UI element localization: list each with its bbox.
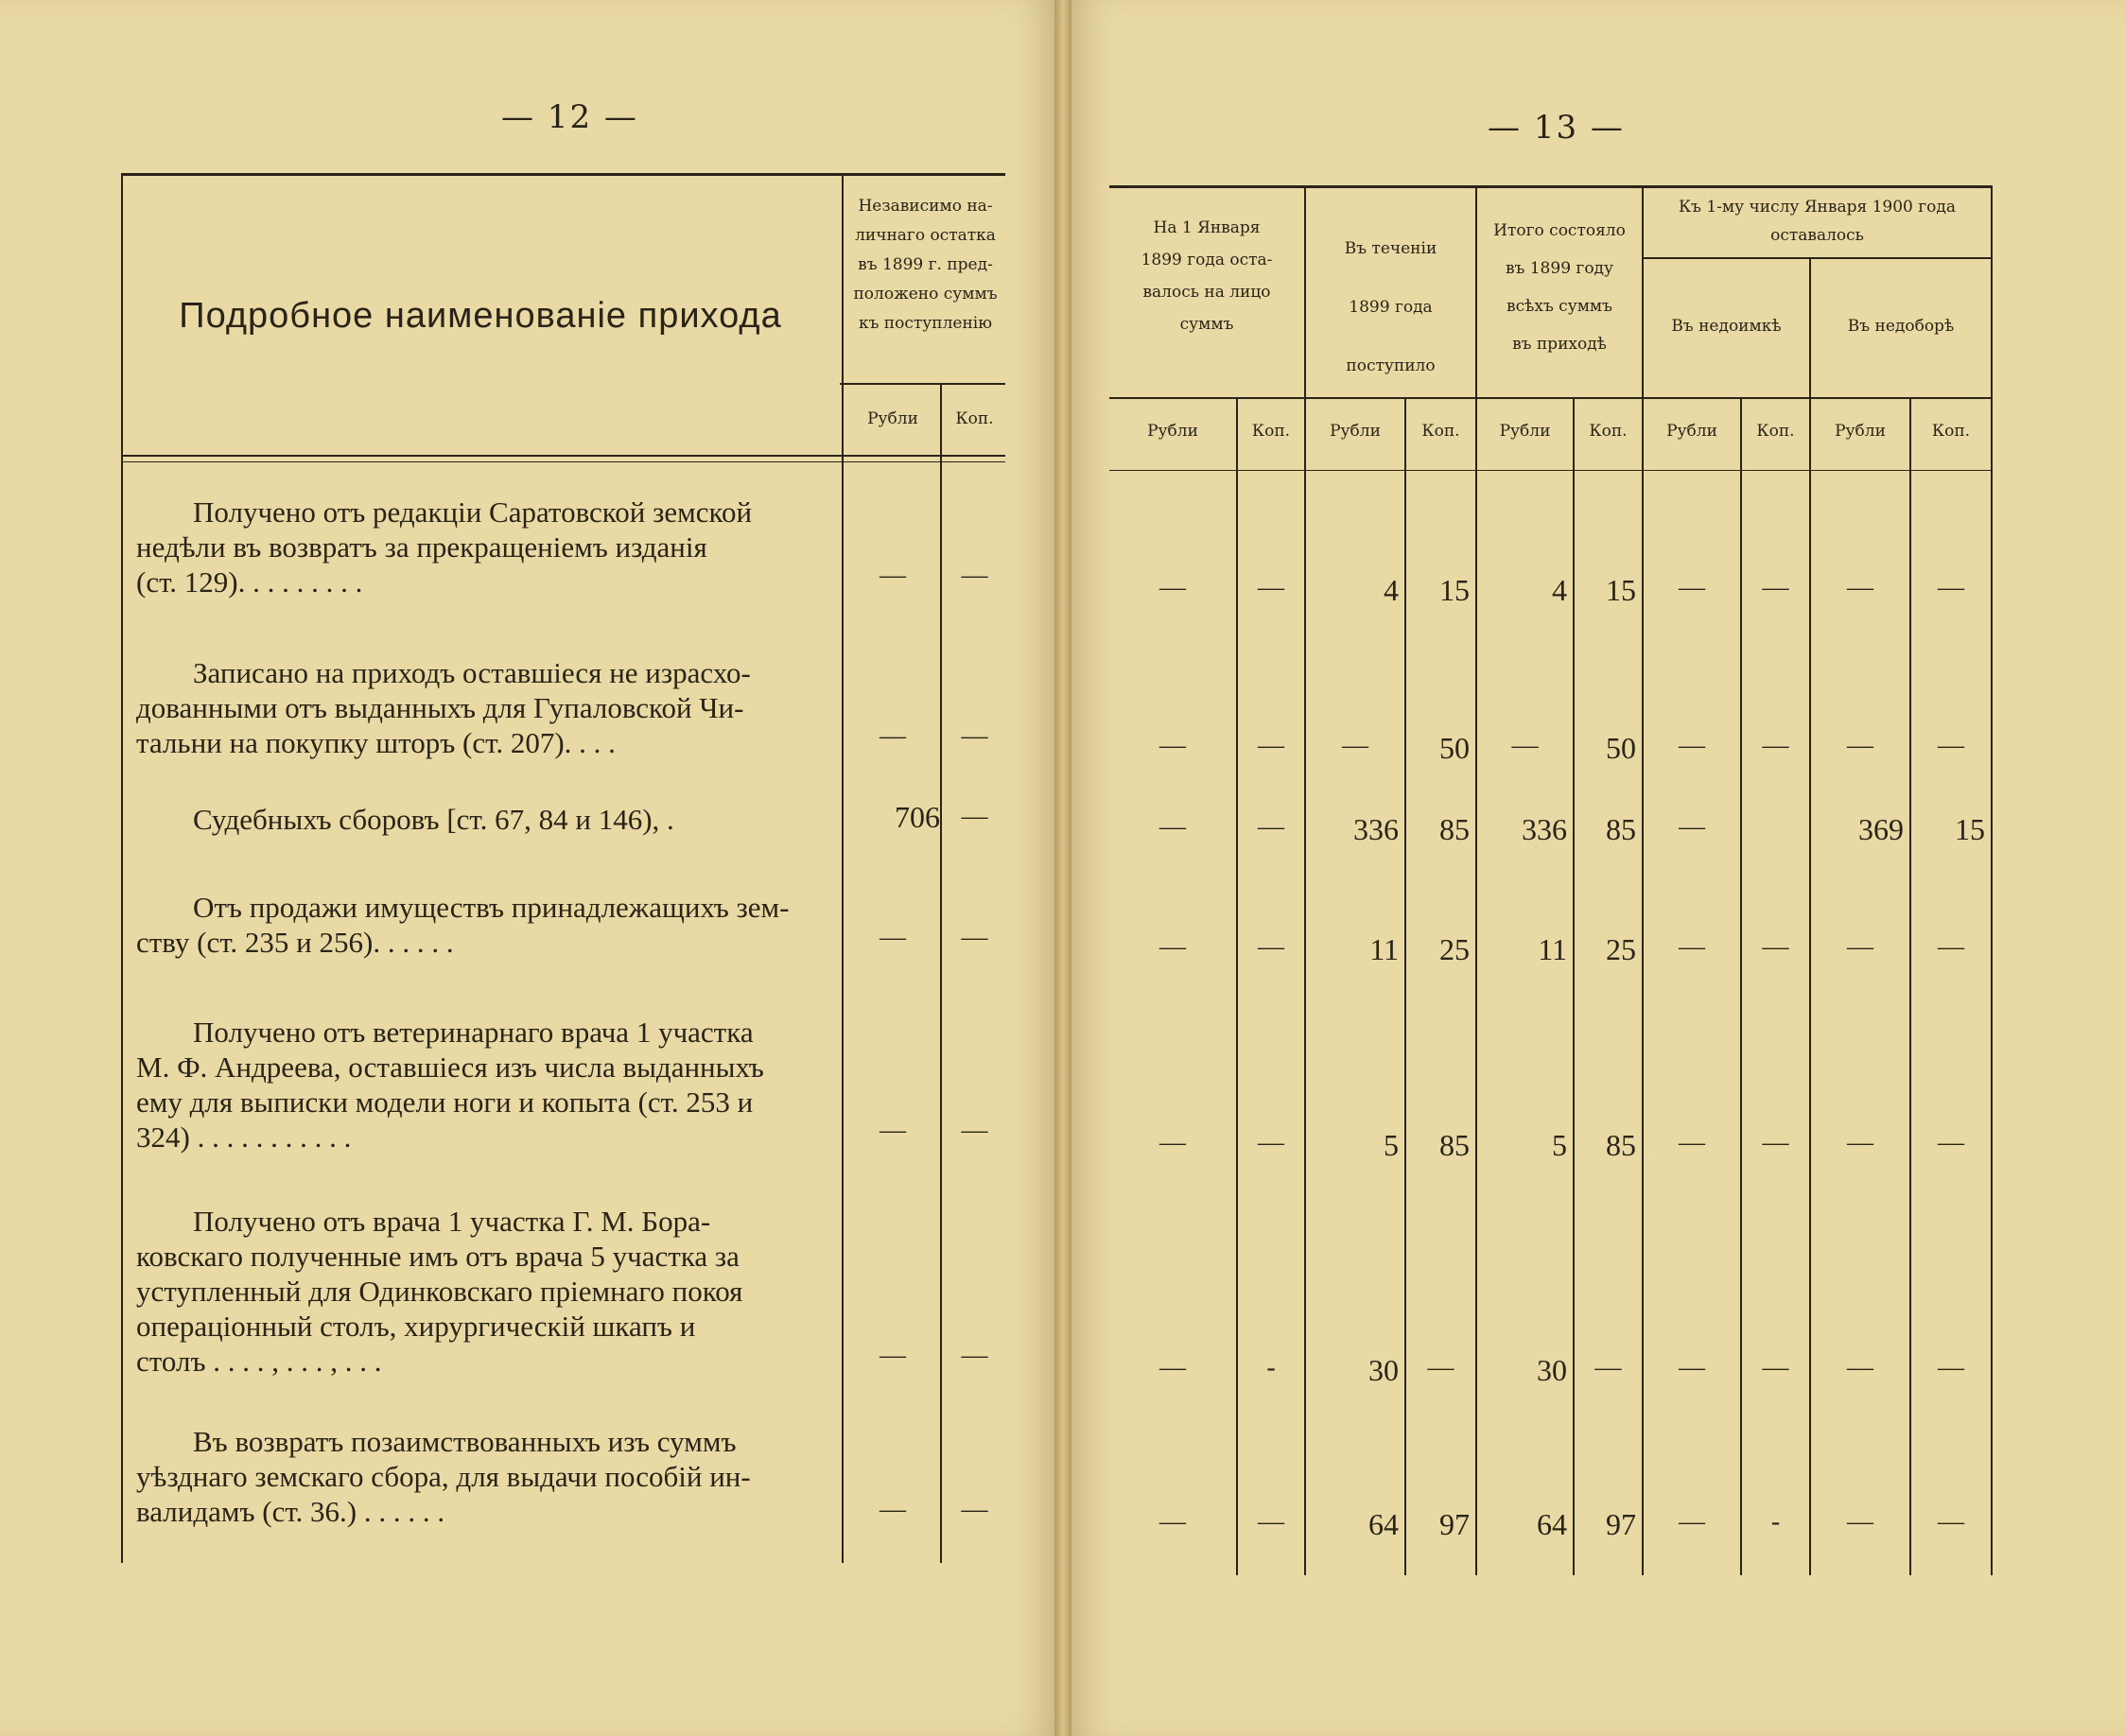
table-cell: 11 xyxy=(1369,932,1399,966)
header-remaining: Къ 1-му числу Января 1900 года оставалось xyxy=(1678,198,1957,245)
table-cell: — xyxy=(1762,1128,1789,1157)
table-cell: — xyxy=(1847,1128,1873,1157)
header-shortfall: Въ недоборѣ xyxy=(1847,317,1955,336)
subheader-kop: Коп. xyxy=(1251,422,1291,441)
table-cell: 64 xyxy=(1368,1507,1399,1541)
table-cell: 85 xyxy=(1439,812,1470,846)
subheader-rubles: Рубли xyxy=(867,409,918,428)
table-cell: 25 xyxy=(1439,932,1470,966)
table-cell: 4 xyxy=(1552,573,1567,607)
table-cell: 369 xyxy=(1858,812,1904,846)
header-total: Итого состояло въ 1899 году всѣхъ суммъ въ приходѣ xyxy=(1493,221,1626,354)
table-cell: — xyxy=(1847,731,1873,760)
subheader-kop: Коп. xyxy=(1421,422,1460,441)
table-cell: — xyxy=(1679,731,1705,760)
entry-row: Получено отъ ветеринарнаго врача 1 участка М. Ф. Андреева, оставшіеся изъ числа выданныхъ ему для выписки модели ноги и копыта (ст. 253 и 324) . . . . . . . . . . . xyxy=(136,1016,764,1154)
table-cell: - xyxy=(1770,1507,1781,1536)
table-cell: — xyxy=(1159,812,1186,842)
table-cell: — xyxy=(1847,1353,1873,1382)
table-cell: — xyxy=(1258,1128,1284,1157)
cell-rubles: 706 xyxy=(895,800,940,834)
table-cell: — xyxy=(1159,573,1186,602)
header-arrears: Въ недоимкѣ xyxy=(1671,317,1782,336)
table-cell: — xyxy=(1938,1128,1964,1157)
table-cell: — xyxy=(1679,812,1705,842)
table-cell: 15 xyxy=(1439,573,1470,607)
table-cell: — xyxy=(1427,1353,1454,1382)
table-cell: 4 xyxy=(1384,573,1399,607)
entry-row: Въ возвратъ позаимствованныхъ изъ суммъ уѣзднаго земскаго сбора, для выдачи пособій ин- валидамъ (ст. 36.) . . . . . . xyxy=(136,1425,751,1528)
table-cell: 85 xyxy=(1606,1128,1636,1162)
table-cell: — xyxy=(1847,573,1873,602)
cell-kop: — xyxy=(961,1341,988,1370)
table-cell: — xyxy=(1762,731,1789,760)
table-title: Подробное наименованіе прихода xyxy=(179,296,782,336)
subheader-kop: Коп. xyxy=(955,409,994,428)
cell-rubles: — xyxy=(880,1116,906,1145)
cell-rubles: — xyxy=(880,923,906,952)
entry-row: Судебныхъ сборовъ [ст. 67, 84 и 146), . xyxy=(193,803,674,836)
table-cell: — xyxy=(1594,1353,1622,1382)
table-cell: 30 xyxy=(1368,1353,1399,1387)
subheader-kop: Коп. xyxy=(1589,422,1628,441)
table-cell: 336 xyxy=(1522,812,1567,846)
table-cell: — xyxy=(1679,932,1705,962)
table-cell: — xyxy=(1258,932,1284,962)
table-cell: — xyxy=(1938,932,1964,962)
header-start-balance: На 1 Января 1899 года оста- валось на лицо суммъ xyxy=(1141,218,1273,334)
table-cell: 97 xyxy=(1439,1507,1470,1541)
cell-kop: — xyxy=(961,1116,988,1145)
header-received: Въ теченіи 1899 года поступило xyxy=(1344,239,1437,375)
page-number-right: — 13 — xyxy=(1488,109,1625,147)
table-cell: 64 xyxy=(1537,1507,1567,1541)
table-cell: 5 xyxy=(1552,1128,1567,1162)
table-cell: — xyxy=(1847,1507,1873,1536)
table-cell: 30 xyxy=(1537,1353,1567,1387)
cell-kop: — xyxy=(961,721,988,751)
table-cell: — xyxy=(1159,1353,1186,1382)
table-cell: — xyxy=(1159,1507,1186,1536)
table-cell: — xyxy=(1938,1507,1964,1536)
subheader-rubles: Рубли xyxy=(1499,422,1551,441)
table-cell: 5 xyxy=(1384,1128,1399,1162)
table-cell: — xyxy=(1847,932,1873,962)
cell-rubles: — xyxy=(880,1341,906,1370)
table-cell: — xyxy=(1159,1128,1186,1157)
cell-kop: — xyxy=(961,802,988,831)
table-cell: 15 xyxy=(1606,573,1636,607)
table-cell: — xyxy=(1511,731,1539,760)
entry-row: Отъ продажи имуществъ принадлежащихъ зем- ству (ст. 235 и 256). . . . . . xyxy=(136,891,790,959)
income-description-table xyxy=(121,173,1005,1563)
table-cell: — xyxy=(1159,731,1186,760)
table-cell: 97 xyxy=(1606,1507,1636,1541)
subheader-rubles: Рубли xyxy=(1330,422,1381,441)
table-cell: — xyxy=(1679,573,1705,602)
table-cell: — xyxy=(1679,1353,1705,1382)
left-page xyxy=(0,0,1054,1736)
table-cell: — xyxy=(1258,731,1284,760)
table-cell: 85 xyxy=(1606,812,1636,846)
table-cell: — xyxy=(1762,573,1789,602)
table-cell: — xyxy=(1258,573,1284,602)
entry-row: Записано на приходъ оставшіеся не израсхо- дованными отъ выданныхъ для Гупаловской Чи- тальни на покупку шторъ (ст. 207). . . . xyxy=(136,656,751,759)
cell-kop: — xyxy=(961,1495,988,1524)
cell-rubles: — xyxy=(880,561,906,590)
table-cell: — xyxy=(1762,1353,1789,1382)
table-cell: — xyxy=(1762,932,1789,962)
table-cell: 50 xyxy=(1439,731,1470,765)
cell-rubles: — xyxy=(880,1495,906,1524)
entry-row: Получено отъ врача 1 участка Г. М. Бора- ковскаго полученные имъ отъ врача 5 участка за уступленный для Одинковскаго пріемнаго покоя операціонный столъ, хирургическій шкапъ и столъ . . . . , . . . , . . . xyxy=(136,1205,743,1378)
table-cell: 11 xyxy=(1538,932,1567,966)
table-cell: — xyxy=(1342,731,1368,760)
table-cell: — xyxy=(1938,731,1964,760)
table-cell: — xyxy=(1679,1128,1705,1157)
subheader-kop: Коп. xyxy=(1756,422,1795,441)
cell-kop: — xyxy=(961,561,988,590)
cell-kop: — xyxy=(961,923,988,952)
column-header-planned: Независимо на- личнаго остатка въ 1899 г. пред- положено суммъ къ поступленію xyxy=(853,197,998,333)
table-cell: 25 xyxy=(1606,932,1636,966)
subheader-kop: Коп. xyxy=(1931,422,1971,441)
page-number-left: — 12 — xyxy=(501,98,638,136)
book-gutter xyxy=(1054,0,1071,1736)
entry-row: Получено отъ редакціи Саратовской земской недѣли въ возвратъ за прекращеніемъ изданія (ст. 129). . . . . . . . . xyxy=(136,495,753,599)
table-cell: - xyxy=(1266,1353,1276,1382)
table-cell: — xyxy=(1679,1507,1705,1536)
cell-rubles: — xyxy=(880,721,906,751)
income-sums-table xyxy=(1109,185,1993,1575)
table-cell: 336 xyxy=(1353,812,1399,846)
table-cell: — xyxy=(1258,812,1284,842)
table-cell: — xyxy=(1258,1507,1284,1536)
table-cell: — xyxy=(1938,1353,1964,1382)
subheader-rubles: Рубли xyxy=(1835,422,1886,441)
table-cell: — xyxy=(1159,932,1186,962)
subheader-rubles: Рубли xyxy=(1147,422,1198,441)
table-cell: 50 xyxy=(1606,731,1636,765)
table-cell: 15 xyxy=(1955,812,1985,846)
table-cell: 85 xyxy=(1439,1128,1470,1162)
table-cell: — xyxy=(1938,573,1964,602)
subheader-rubles: Рубли xyxy=(1666,422,1717,441)
